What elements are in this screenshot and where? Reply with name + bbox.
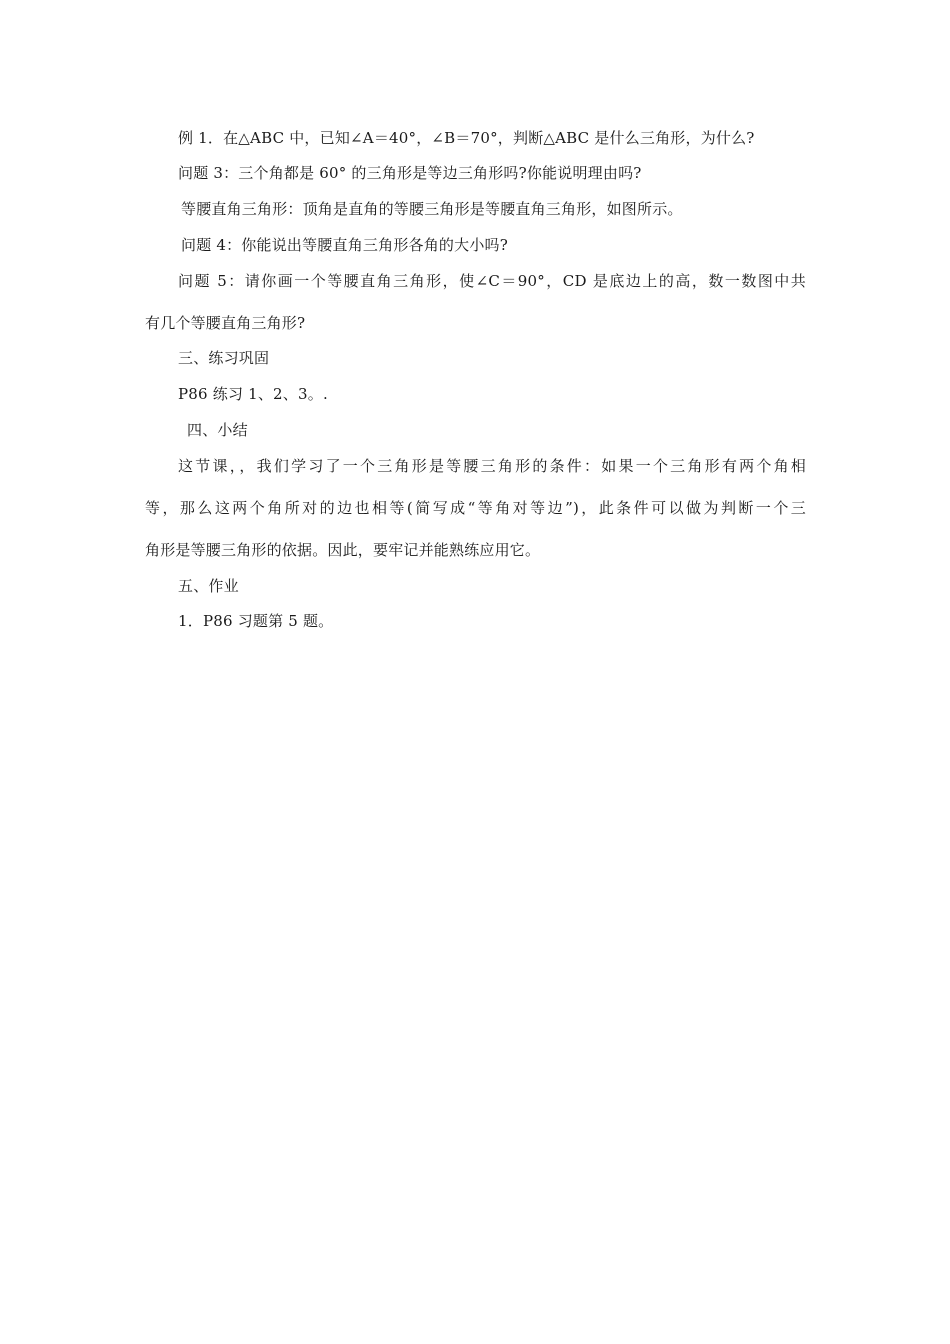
question-4-text: 问题 4：你能说出等腰直角三角形各角的大小吗? (181, 236, 508, 254)
section-summary-heading: 四、小结 (187, 421, 248, 439)
question-5-text-line-1: 问题 5：请你画一个等腰直角三角形，使∠C＝90°，CD 是底边上的高，数一数图中共 (178, 272, 806, 290)
section-homework-heading: 五、作业 (178, 577, 239, 595)
question-5-text-line-2: 有几个等腰直角三角形? (145, 314, 306, 332)
summary-text-line-3: 角形是等腰三角形的依据。因此，要牢记并能熟练应用它。 (145, 541, 541, 559)
section-practice-heading: 三、练习巩固 (178, 349, 270, 367)
practice-exercises-text: P86 练习 1、2、3。. (178, 385, 328, 403)
isosceles-right-triangle-definition: 等腰直角三角形：顶角是直角的等腰三角形是等腰直角三角形，如图所示。 (181, 200, 683, 218)
summary-text-line-1: 这节课，，我们学习了一个三角形是等腰三角形的条件：如果一个三角形有两个角相 (178, 457, 806, 475)
summary-text-line-2: 等，那么这两个角所对的边也相等(简写成“等角对等边”)，此条件可以做为判断一个三 (145, 499, 806, 517)
question-3-text: 问题 3：三个角都是 60° 的三角形是等边三角形吗?你能说明理由吗? (178, 164, 642, 182)
homework-item-1: 1．P86 习题第 5 题。 (178, 612, 334, 630)
example-1-text: 例 1．在△ABC 中，已知∠A＝40°，∠B＝70°，判断△ABC 是什么三角形，为什么? (178, 129, 755, 147)
